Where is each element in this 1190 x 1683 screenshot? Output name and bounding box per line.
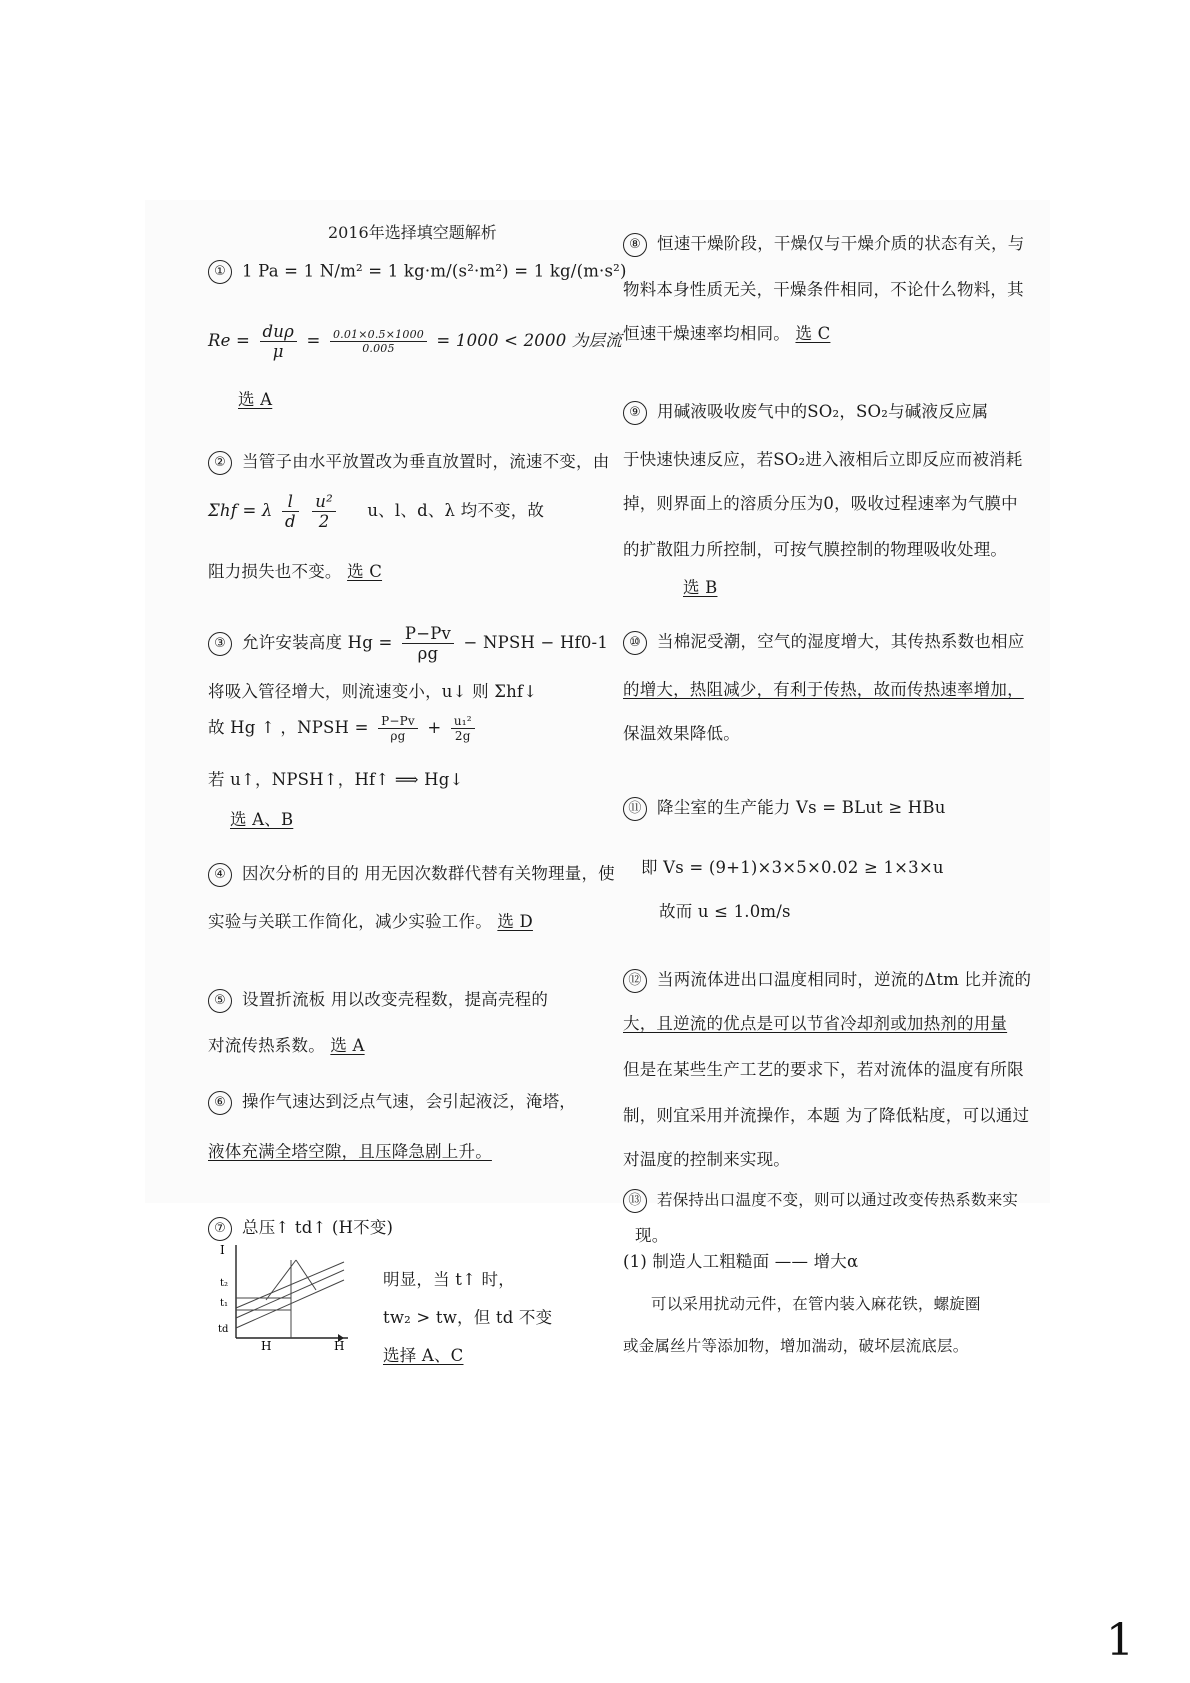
q3-number: ③ [208,632,232,656]
q7-line-3: tw₂ > tw，但 td 不变 [383,1308,553,1327]
q1-re-fraction: $\frac{\text{duρ}}{\mu}$ [260,322,298,361]
q4-line-1: ④ 因次分析的目的 用无因次数群代替有关物理量，使 [208,860,615,887]
q13-line-1: ⑬ 若保持出口温度不变，则可以通过改变传热系数来实 [623,1188,1018,1213]
q3-line-1: ③ 允许安装高度 Hg = $\frac{P-Pv}{\rho g}$ − NPSH − Hf0-1 [208,624,608,663]
q2-formula-line: Σhf = λ $\frac{l}{d}$ $\frac{\text{u²}}{2}$ u、l、d、λ 均不变，故 [208,492,545,531]
q9-line-4: 的扩散阻力所控制，可按气膜控制的物理吸收处理。 [623,540,1008,559]
q1-re-lhs: Re = [208,331,251,350]
q4-answer: 选 D [497,912,533,931]
q10-number: ⑩ [623,631,647,655]
q9-line-2: 于快速快速反应，若SO₂进入液相后立即反应而被消耗 [623,450,1023,469]
q11-number: ⑪ [623,797,647,821]
q11-line-2: 即 Vs = (9+1)×3×5×0.02 ≥ 1×3×u [641,858,944,877]
q7-graph-label-t1: t₁ [220,1298,229,1309]
q8-line-1: ⑧ 恒速干燥阶段，干燥仅与干燥介质的状态有关，与 [623,230,1024,257]
q4-line-2: 实验与关联工作简化，减少实验工作。 选 D [208,912,533,931]
q5-number: ⑤ [208,989,232,1013]
q7-sketch-graph [216,1240,356,1350]
q2-number: ② [208,451,232,475]
q10-line-2: 的增大，热阻减少，有利于传热，故而传热速率增加， [623,680,1024,699]
q13-number: ⑬ [623,1189,647,1213]
q2-line-3: 阻力损失也不变。 选 C [208,562,383,581]
q9-line-3: 掉，则界面上的溶质分压为0，吸收过程速率为气膜中 [623,494,1018,513]
q12-line-3: 但是在某些生产工艺的要求下，若对流体的温度有所限 [623,1060,1024,1079]
q12-line-2: 大，且逆流的优点是可以节省冷却剂或加热剂的用量 [623,1014,1008,1033]
q12-number: ⑫ [623,969,647,993]
q7-graph-label-I: I [220,1243,225,1257]
q1-formula: 1 Pa = 1 N/m² = 1 kg·m/(s²·m²) = 1 kg/(m·s²) [242,261,627,281]
q9-line-1: ⑨ 用碱液吸收废气中的SO₂，SO₂与碱液反应属 [623,398,988,425]
q1-re-line: Re = $\frac{\text{duρ}}{\mu}$ = $\frac{0.01\times 0.5\times 1000}{0.005}$ = 1000 < 2000 为层流 [208,322,622,361]
q4-number: ④ [208,863,232,887]
q2-answer: 选 C [347,562,383,581]
q7-number: ⑦ [208,1217,232,1241]
q8-number: ⑧ [623,233,647,257]
q10-line-3: 保温效果降低。 [623,724,740,743]
page-title: 2016年选择填空题解析 [328,223,497,242]
q7-graph-label-H2: H [334,1339,345,1350]
q1-formula-line [208,260,627,284]
q5-answer: 选 A [330,1036,365,1055]
q12-line-1: ⑫ 当两流体进出口温度相同时，逆流的Δtm 比并流的 [623,966,1031,993]
q13-line-2: 现。 [635,1226,669,1245]
q11-line-3: 故而 u ≤ 1.0m/s [659,902,791,921]
right-column [623,200,1038,1203]
left-column [208,200,627,1365]
q3-line-2: 将吸入管径增大，则流速变小，u↓ 则 Σhf↓ [208,682,538,701]
q5-line-2: 对流传热系数。 选 A [208,1036,365,1055]
q6-line-1: ⑥ 操作气速达到泛点气速，会引起液泛，淹塔， [208,1088,576,1115]
q13-line-5: 或金属丝片等添加物，增加湍动，破坏层流底层。 [623,1337,969,1355]
q3-answer: 选 A、B [230,810,294,829]
q12-line-4: 制，则宜采用并流操作，本题 为了降低粘度，可以通过 [623,1106,1030,1125]
q8-answer: 选 C [795,324,831,343]
q6-number: ⑥ [208,1091,232,1115]
q13-line-4: 可以采用扰动元件，在管内装入麻花铁，螺旋圈 [651,1295,981,1313]
q13-line-3: (1) 制造人工粗糙面 —— 增大α [623,1252,859,1271]
q9-number: ⑨ [623,401,647,425]
q7-graph-label-H1: H [261,1339,272,1350]
q1-answer: 选 A [238,390,273,409]
q9-answer: 选 B [683,578,718,597]
q2-line-1: ② 当管子由水平放置改为垂直放置时，流速不变，由 [208,448,609,475]
q12-line-5: 对温度的控制来实现。 [623,1150,790,1169]
q7-graph-label-t2: t₂ [220,1278,229,1289]
q5-line-1: ⑤ 设置折流板 用以改变壳程数，提高壳程的 [208,986,548,1013]
q7-line-2: 明显，当 t↑ 时， [383,1270,515,1289]
q7-line-1: ⑦ 总压↑ td↑ (H不变) [208,1214,393,1241]
page-number: 1 [1106,1615,1134,1666]
q8-line-3: 恒速干燥速率均相同。 选 C [623,324,831,343]
q10-line-1: ⑩ 当棉泥受潮，空气的湿度增大，其传热系数也相应 [623,628,1024,655]
q8-line-2: 物料本身性质无关，干燥条件相同，不论什么物料，其 [623,280,1024,299]
q1-re-calc: $\frac{0.01\times 0.5\times 1000}{0.005}$ [330,328,427,355]
q3-line-4: 若 u↑，NPSH↑，Hf↑ ⟹ Hg↓ [208,770,464,789]
q6-line-2: 液体充满全塔空隙，且压降急剧上升。 [208,1142,492,1161]
q7-answer: 选择 A、C [383,1346,464,1365]
q1-re-result: = 1000 < 2000 为层流 [436,331,622,350]
q1-number: ① [208,260,232,284]
q11-line-1: ⑪ 降尘室的生产能力 Vs = BLut ≥ HBu [623,794,946,821]
q3-line-3: 故 Hg ↑ ，NPSH = $\frac{P-Pv}{\rho g}$ + $\frac{\text{u₁²}}{2g}$ [208,714,479,743]
q7-graph-label-td: td [218,1324,229,1335]
